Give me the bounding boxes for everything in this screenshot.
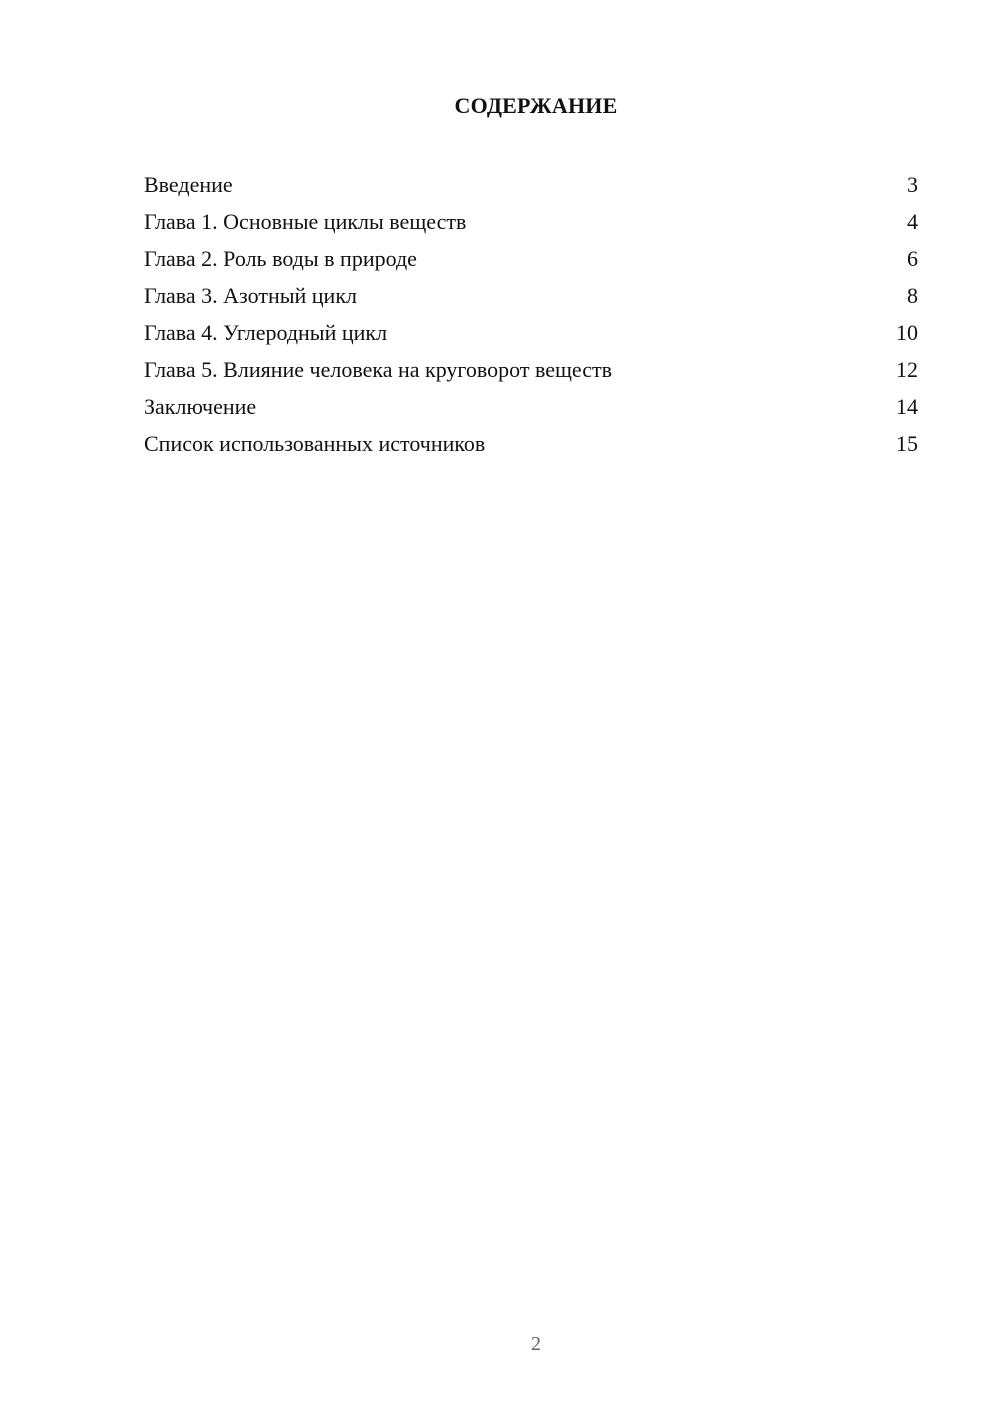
toc-entry-label: Глава 4. Углеродный цикл xyxy=(144,320,388,345)
toc-entry-label: Глава 3. Азотный цикл xyxy=(144,283,357,308)
toc-entry-page: 3 xyxy=(907,172,918,197)
toc-entry-label: Список использованных источников xyxy=(144,431,486,456)
toc-entry-label: Заключение xyxy=(144,394,257,419)
toc-entry-page: 6 xyxy=(907,246,918,271)
toc-entry-page: 12 xyxy=(896,357,918,382)
toc-entry-label: Глава 2. Роль воды в природе xyxy=(144,246,417,271)
toc-entry-label: Введение xyxy=(144,172,233,197)
toc-entry-label: Глава 1. Основные циклы веществ xyxy=(144,209,467,234)
toc-entry-references[interactable] xyxy=(144,429,918,466)
toc-entry-label: Глава 5. Влияние человека на круговорот веществ xyxy=(144,357,612,382)
toc-entry-page: 14 xyxy=(896,394,918,419)
toc-entry-conclusion[interactable] xyxy=(144,392,918,429)
toc-entry-page: 8 xyxy=(907,283,918,308)
toc-entry-chapter-2[interactable] xyxy=(144,244,918,281)
toc-entry-chapter-3[interactable] xyxy=(144,281,918,318)
toc-entry-introduction[interactable] xyxy=(144,170,918,207)
toc-entry-chapter-5[interactable] xyxy=(144,355,918,392)
toc-entry-chapter-4[interactable] xyxy=(144,318,918,355)
page-title: СОДЕРЖАНИЕ xyxy=(454,93,618,118)
toc-entry-chapter-1[interactable] xyxy=(144,207,918,244)
toc-entry-page: 10 xyxy=(896,320,918,345)
toc-entry-page: 15 xyxy=(896,431,918,456)
table-of-contents xyxy=(144,170,918,466)
toc-entry-page: 4 xyxy=(907,209,918,234)
page-number: 2 xyxy=(531,1333,541,1355)
